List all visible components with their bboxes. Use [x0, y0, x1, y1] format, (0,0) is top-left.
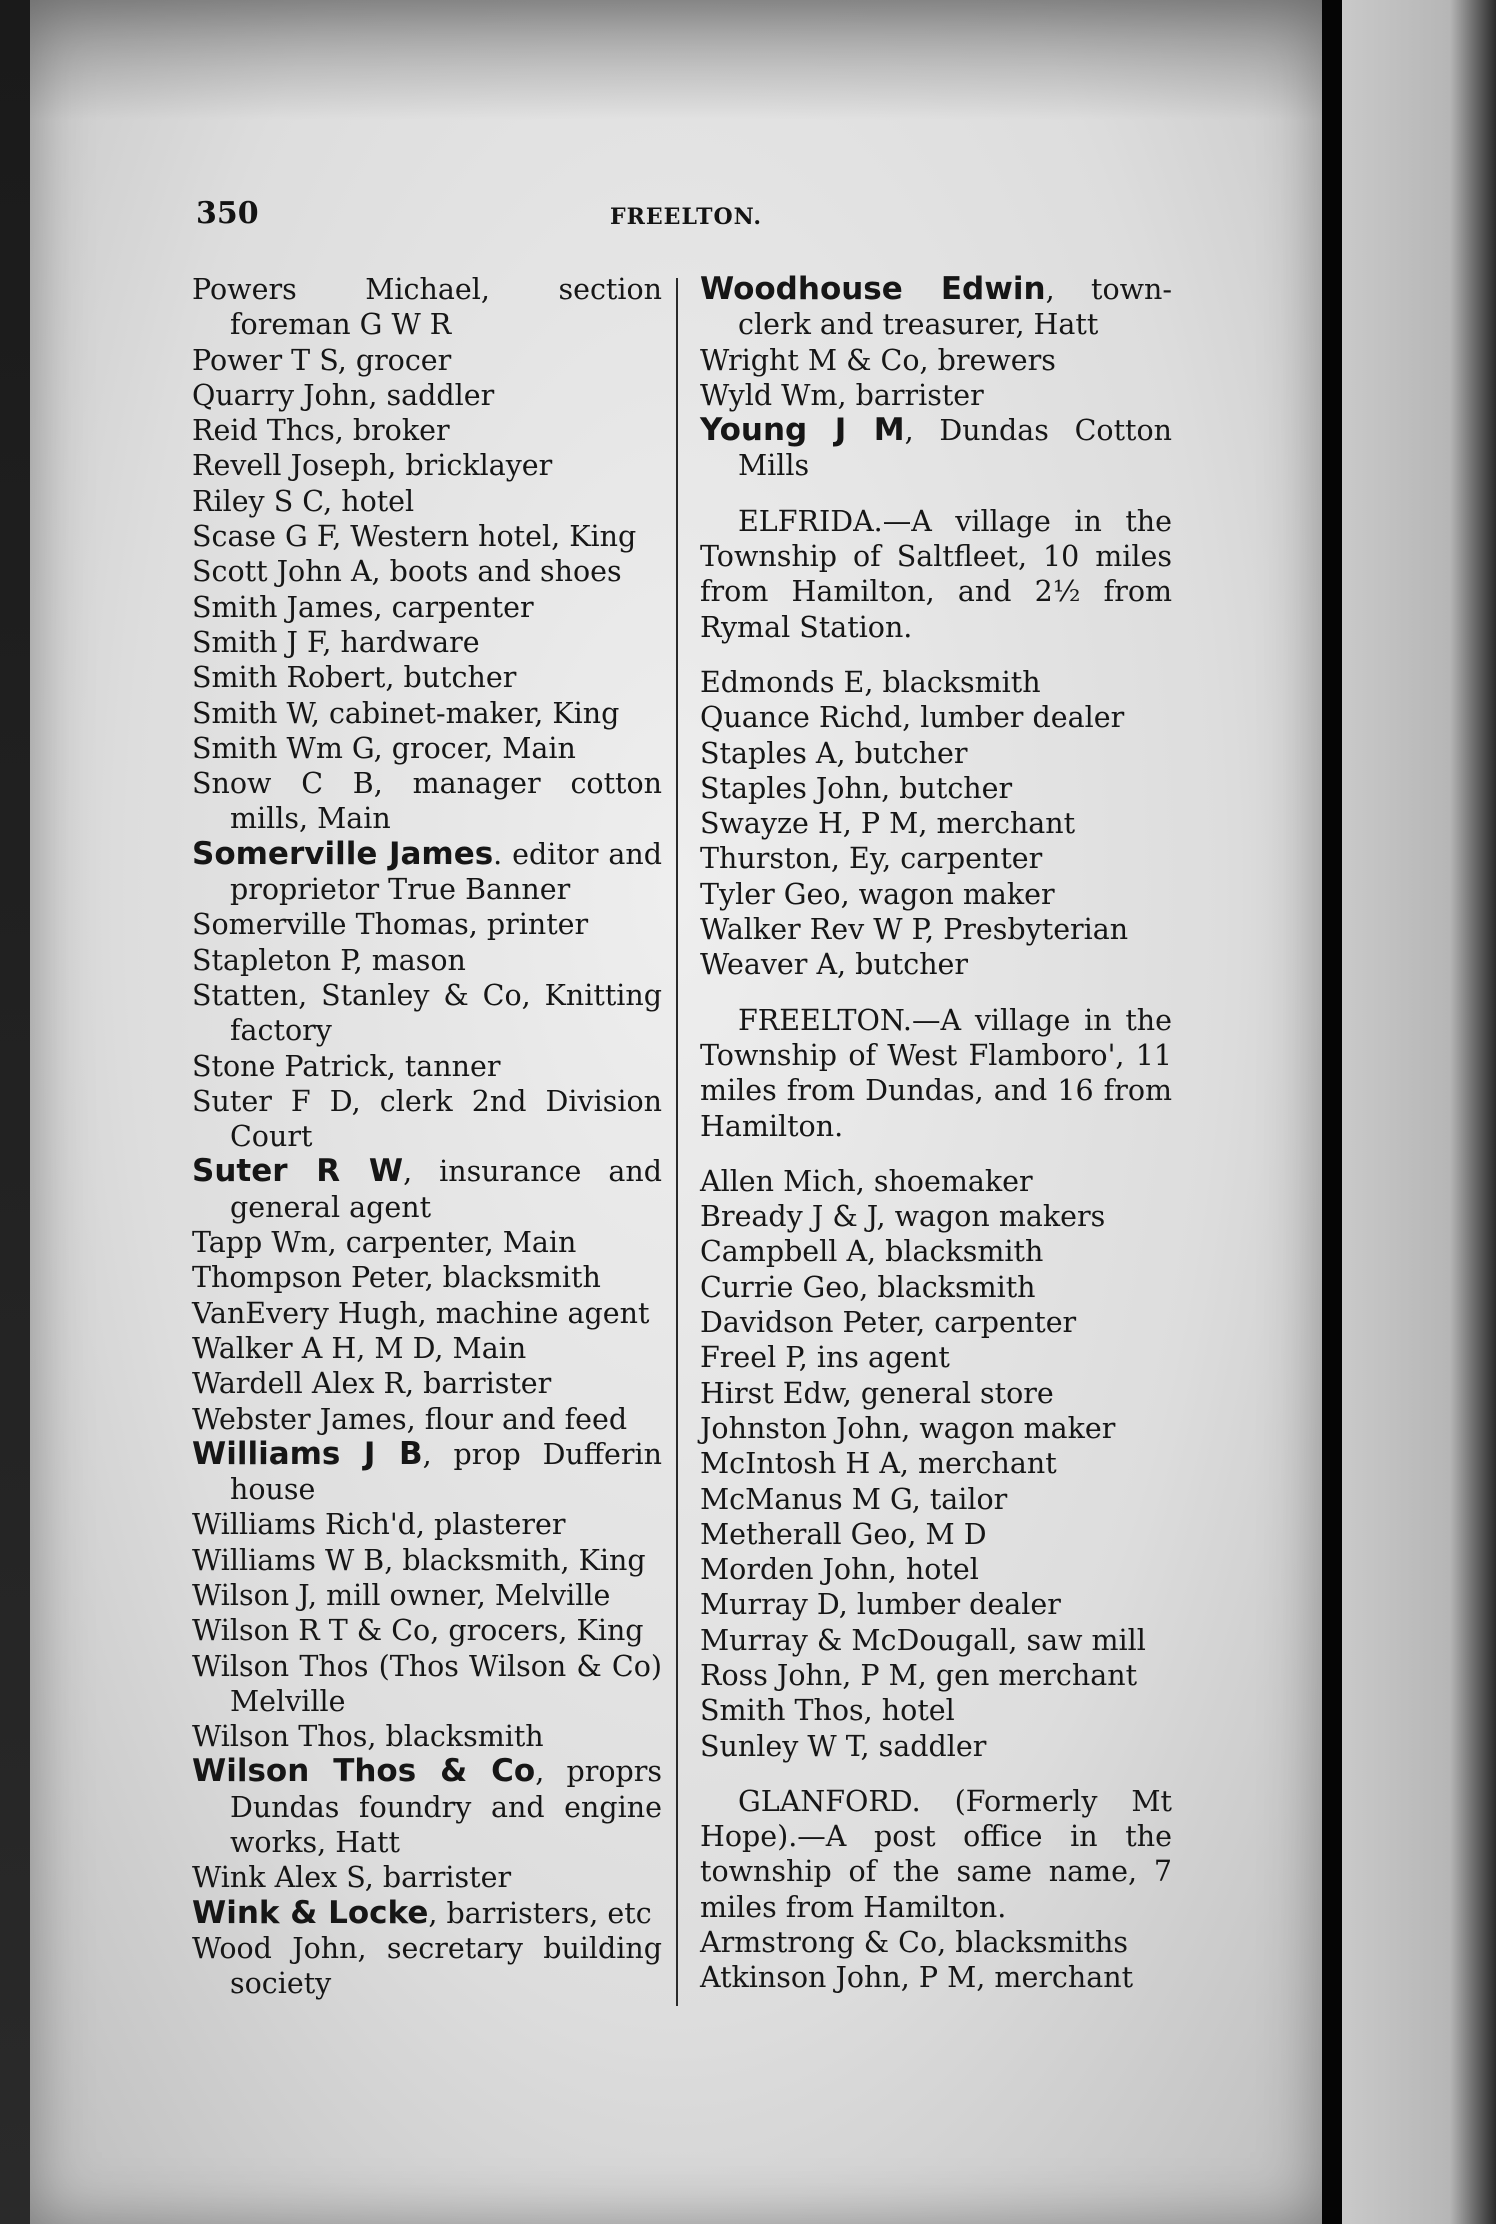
directory-entry: Smith Robert, butcher: [192, 661, 517, 695]
elfrida-entries: [700, 665, 1172, 983]
entry-name-bold: Wilson Thos & Co: [192, 1753, 536, 1790]
directory-entry: Hirst Edw, general store: [700, 1376, 1054, 1410]
left-column: [192, 272, 662, 2002]
directory-entry: Smith Wm G, grocer, Main: [192, 731, 576, 765]
column-rule: [676, 278, 678, 2006]
directory-entry: [700, 413, 1172, 484]
directory-entry: Weaver A, butcher: [700, 948, 969, 982]
right-top-entries: [700, 272, 1172, 484]
directory-entry: [192, 1154, 662, 1225]
directory-entry: [192, 1437, 662, 1508]
directory-entry: McManus M G, tailor: [700, 1482, 1008, 1516]
directory-entry: Snow C B, manager cotton mills, Main: [192, 767, 662, 836]
directory-entry: Smith J F, hardware: [192, 625, 480, 659]
directory-entry: Williams W B, blacksmith, King: [192, 1543, 646, 1577]
directory-entry: Scase G F, Western hotel, King: [192, 520, 637, 554]
glanford-entries: [700, 1925, 1172, 1996]
directory-entry: Atkinson John, P M, merchant: [700, 1961, 1134, 1995]
directory-entry: Smith W, cabinet-maker, King: [192, 696, 620, 730]
entry-name-bold: Williams J B: [192, 1435, 423, 1472]
entry-text: , proprs Dundas foundry and engine works, Hatt: [230, 1755, 662, 1860]
freelton-entries: [700, 1164, 1172, 1764]
directory-entry: Armstrong & Co, blacksmiths: [700, 1926, 1129, 1960]
entry-text: . editor and proprietor True Banner: [230, 837, 662, 907]
directory-entry: Campbell A, blacksmith: [700, 1235, 1044, 1269]
directory-entry: Currie Geo, blacksmith: [700, 1270, 1036, 1304]
directory-entry: Suter F D, clerk 2nd Division Court: [192, 1084, 662, 1154]
directory-entry: Staples A, butcher: [700, 736, 968, 770]
directory-entry: Powers Michael, section foreman G W R: [192, 273, 662, 342]
directory-entry: Thurston, Ey, carpenter: [700, 842, 1043, 876]
freelton-intro: FREELTON.—A village in the Township of West Flamboro', 11 miles from Dundas, and 16 from Hamilton.: [700, 1003, 1172, 1143]
directory-entry: Quance Richd, lumber dealer: [700, 701, 1125, 735]
directory-entry: Smith Thos, hotel: [700, 1694, 955, 1728]
directory-entry: Wardell Alex R, barrister: [192, 1367, 552, 1401]
directory-entry: Riley S C, hotel: [192, 484, 415, 518]
directory-entry: [192, 837, 662, 908]
entry-name-bold: Wink & Locke: [192, 1894, 429, 1931]
entry-text: , Dundas Cotton Mills: [738, 414, 1172, 483]
running-title: FREELTON.: [610, 204, 763, 230]
directory-entry: VanEvery Hugh, machine agent: [192, 1296, 650, 1330]
directory-entry: Ross John, P M, gen merchant: [700, 1658, 1138, 1692]
directory-entry: [192, 1754, 662, 1860]
directory-entry: Murray D, lumber dealer: [700, 1588, 1061, 1622]
directory-entry: Tyler Geo, wagon maker: [700, 877, 1055, 911]
directory-entry: Wilson J, mill owner, Melville: [192, 1578, 611, 1612]
entry-name-bold: Woodhouse Edwin: [700, 271, 1046, 307]
directory-entry: Tapp Wm, carpenter, Main: [192, 1226, 577, 1260]
directory-entry: Metherall Geo, M D: [700, 1517, 987, 1551]
directory-entry: [700, 272, 1172, 343]
entry-text: , insurance and general agent: [230, 1155, 662, 1224]
entry-text: , town-clerk and treasurer, Hatt: [738, 273, 1172, 342]
entry-text: , barristers, etc: [428, 1896, 652, 1930]
directory-entry: Scott John A, boots and shoes: [192, 555, 622, 589]
directory-entry: Reid Thcs, broker: [192, 414, 450, 448]
directory-entry: Wright M & Co, brewers: [700, 343, 1056, 377]
top-shadow: [30, 0, 1322, 120]
glanford-intro: GLANFORD. (Formerly Mt Hope).—A post office in the township of the same name, 7 miles from Hamilton.: [700, 1784, 1172, 1924]
directory-entry: Johnston John, wagon maker: [700, 1411, 1116, 1445]
elfrida-intro: ELFRIDA.—A village in the Township of Saltfleet, 10 miles from Hamilton, and 2½ from Rymal Station.: [700, 504, 1172, 644]
directory-entry: Edmonds E, blacksmith: [700, 665, 1041, 699]
directory-entry: Wilson R T & Co, grocers, King: [192, 1614, 644, 1648]
entry-name-bold: Somerville James: [192, 835, 494, 872]
entry-name-bold: Suter R W: [192, 1153, 404, 1190]
directory-entry: Murray & McDougall, saw mill: [700, 1623, 1146, 1657]
directory-entry: Swayze H, P M, merchant: [700, 807, 1076, 841]
directory-entry: Power T S, grocer: [192, 343, 452, 377]
directory-entry: Wilson Thos, blacksmith: [192, 1720, 544, 1754]
directory-entry: Wink Alex S, barrister: [192, 1861, 512, 1895]
directory-entry: Walker A H, M D, Main: [192, 1331, 527, 1365]
page-number: 350: [196, 196, 259, 231]
directory-entry: Walker Rev W P, Presbyterian: [700, 913, 1129, 947]
directory-entry: Revell Joseph, bricklayer: [192, 449, 553, 483]
directory-entry: Bready J & J, wagon makers: [700, 1200, 1106, 1234]
directory-entry: Morden John, hotel: [700, 1553, 979, 1587]
directory-entry: Stapleton P, mason: [192, 943, 466, 977]
directory-entry: Wyld Wm, barrister: [700, 378, 984, 412]
directory-entry: Allen Mich, shoemaker: [700, 1164, 1033, 1198]
directory-entry: Wilson Thos (Thos Wilson & Co) Melville: [192, 1649, 662, 1718]
directory-entry: Quarry John, saddler: [192, 378, 495, 412]
directory-entry: Thompson Peter, blacksmith: [192, 1261, 601, 1295]
directory-entry: Sunley W T, saddler: [700, 1729, 987, 1763]
entry-name-bold: Young J M: [700, 412, 905, 449]
entry-text: , prop Dufferin house: [230, 1437, 662, 1507]
directory-entry: McIntosh H A, merchant: [700, 1447, 1057, 1481]
directory-entry: Smith James, carpenter: [192, 590, 534, 624]
directory-entry: Williams Rich'd, plasterer: [192, 1508, 566, 1542]
directory-entry: Somerville Thomas, printer: [192, 908, 589, 942]
directory-entry: Stone Patrick, tanner: [192, 1049, 501, 1083]
directory-entry: Freel P, ins agent: [700, 1341, 950, 1375]
directory-entry: Davidson Peter, carpenter: [700, 1306, 1077, 1340]
directory-entry: Statten, Stanley & Co, Knitting factory: [192, 978, 662, 1048]
page-edge: [1322, 0, 1342, 2224]
directory-entry: Staples John, butcher: [700, 771, 1013, 805]
right-column: [700, 272, 1172, 1996]
directory-entry: [192, 1896, 662, 1931]
directory-entry: Webster James, flour and feed: [192, 1402, 628, 1436]
directory-entry: Wood John, secretary building society: [192, 1931, 662, 2001]
adjacent-page-strip: [1342, 0, 1496, 2224]
